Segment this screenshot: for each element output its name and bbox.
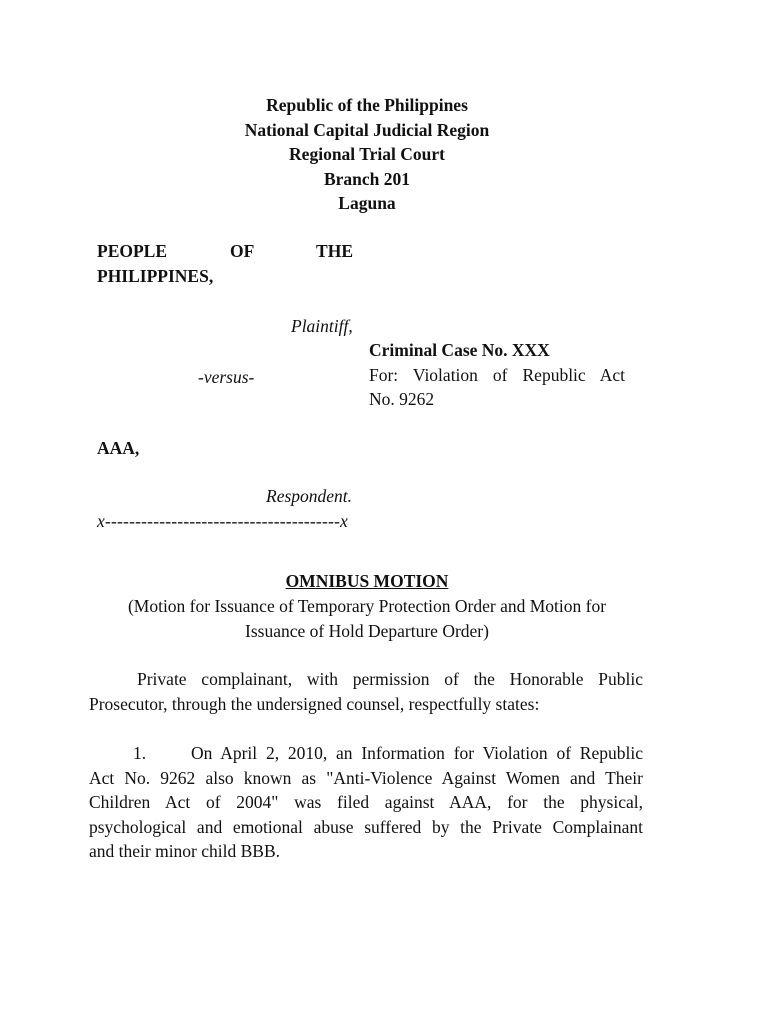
para1-line2: Act No. 9262 also known as "Anti-Violence Against Women and Their (89, 767, 643, 788)
motion-title: OMNIBUS MOTION (285, 571, 449, 591)
caption-divider: x---------------------------------------x (97, 511, 349, 531)
intro-paragraph (89, 667, 643, 716)
header-country: Republic of the Philippines (266, 95, 468, 115)
header-region: National Capital Judicial Region (244, 120, 490, 140)
header-court: Regional Trial Court (289, 144, 445, 164)
versus-label: -versus- (198, 367, 255, 387)
plaintiff-word-the: THE (316, 241, 353, 261)
respondent-name: AAA, (97, 438, 140, 458)
motion-subtitle-line1: (Motion for Issuance of Temporary Protection Order and Motion for (127, 596, 607, 616)
offense-line2: No. 9262 (369, 389, 435, 409)
paragraph-1 (89, 741, 643, 864)
offense-line1: For: Violation of Republic Act (369, 365, 625, 385)
respondent-role: Respondent. (266, 486, 353, 506)
para1-number: 1. (133, 743, 147, 763)
intro-line2: Prosecutor, through the undersigned counsel, respectfully states: (89, 693, 540, 714)
plaintiff-word-people: PEOPLE (97, 241, 168, 261)
header-location: Laguna (338, 193, 396, 213)
para1-line1-text: On April 2, 2010, an Information for Violation of Republic (191, 743, 643, 763)
para1-line4: psychological and emotional abuse suffered by the Private Complainant (89, 816, 643, 837)
para1-line5: and their minor child BBB. (89, 841, 281, 861)
header-branch: Branch 201 (323, 169, 411, 189)
case-number: Criminal Case No. XXX (369, 340, 550, 360)
intro-line1: Private complainant, with permission of the Honorable Public (137, 669, 643, 689)
plaintiff-word-of: OF (230, 241, 255, 261)
plaintiff-name-line2: PHILIPPINES, (97, 266, 214, 286)
para1-line3: Children Act of 2004" was filed against AAA, for the physical, (89, 792, 643, 812)
para1-line1 (89, 741, 643, 766)
motion-subtitle-line2: Issuance of Hold Departure Order) (245, 621, 489, 641)
plaintiff-role: Plaintiff, (291, 316, 353, 336)
